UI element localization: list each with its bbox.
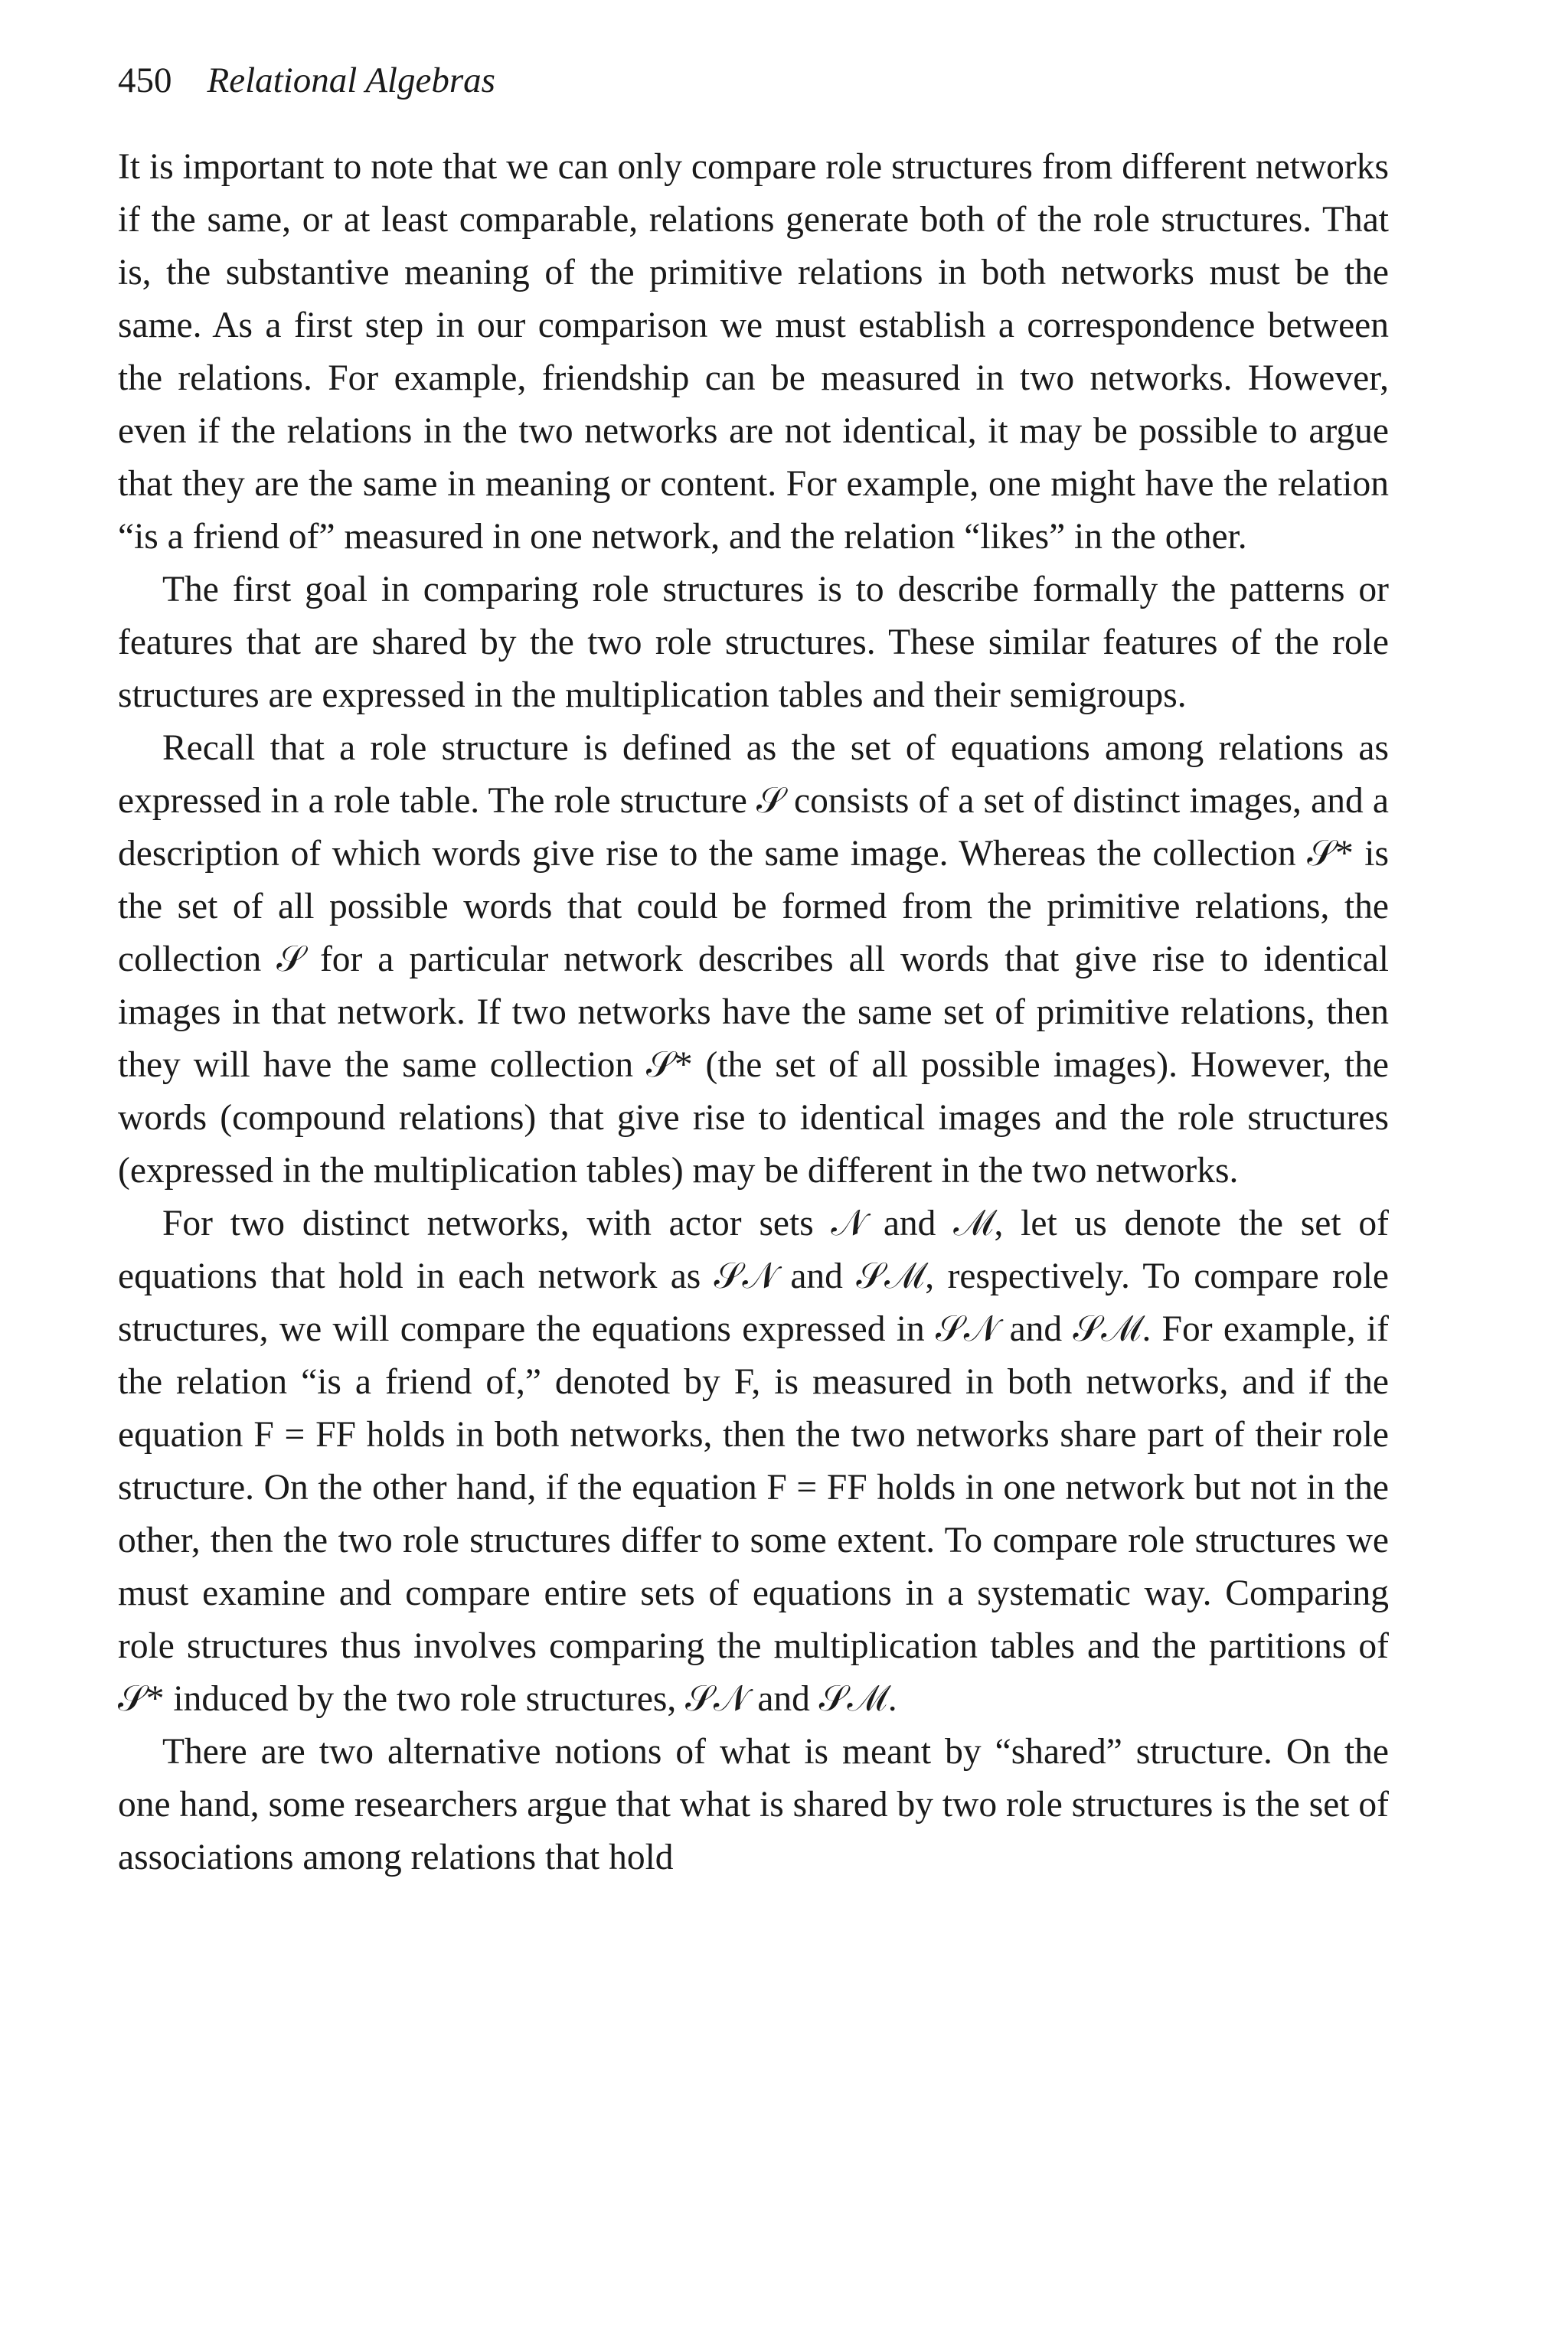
running-head	[118, 60, 495, 100]
paragraph-2: The first goal in comparing role structures is to describe formally the patterns or features that are shared by the two role structures. These similar features of the role structures are expressed in the multiplication tables and their semigroups.	[118, 570, 1389, 715]
paragraph-1: It is important to note that we can only compare role structures from different networks if the same, or at least comparable, relations generate both of the role structures. That is, the substantive meaning of the primitive relations in both networks must be the same. As a first step in our comparison we must establish a correspondence between the relations. For example, friendship can be measured in two networks. However, even if the relations in the two networks are not identical, it may be possible to argue that they are the same in meaning or content. For example, one might have the relation “is a friend of” measured in one network, and the relation “likes” in the other.	[118, 147, 1389, 557]
body-text	[118, 141, 1389, 1884]
page-number: 450	[118, 60, 172, 100]
running-title: Relational Algebras	[207, 60, 495, 100]
paragraph-5: There are two alternative notions of what is meant by “shared” structure. On the one hand, some researchers argue that what is shared by two role structures is the set of associations among relations that hold	[118, 1732, 1389, 1877]
paragraph-4: For two distinct networks, with actor sets 𝒩 and ℳ, let us denote the set of equations that hold in each network as 𝒮𝒩 and 𝒮ℳ, respectively. To compare role structures, we will compare the equations expressed in 𝒮𝒩 and 𝒮ℳ. For example, if the relation “is a friend of,” denoted by F, is measured in both networks, and if the equation F = FF holds in both networks, then the two networks share part of their role structure. On the other hand, if the equation F = FF holds in one network but not in the other, then the two role structures differ to some extent. To compare role structures we must examine and compare entire sets of equations in a systematic way. Comparing role structures thus involves comparing the multiplication tables and the partitions of 𝒮* induced by the two role structures, 𝒮𝒩 and 𝒮ℳ.	[118, 1204, 1389, 1719]
paragraph-3: Recall that a role structure is defined as the set of equations among relations as expressed in a role table. The role structure 𝒮 consists of a set of distinct images, and a description of which words give rise to the same image. Whereas the collection 𝒮* is the set of all possible words that could be formed from the primitive relations, the collection 𝒮 for a particular network describes all words that give rise to identical images in that network. If two networks have the same set of primitive relations, then they will have the same collection 𝒮* (the set of all possible images). However, the words (compound relations) that give rise to identical images and the role structures (expressed in the multiplication tables) may be different in the two networks.	[118, 728, 1389, 1191]
